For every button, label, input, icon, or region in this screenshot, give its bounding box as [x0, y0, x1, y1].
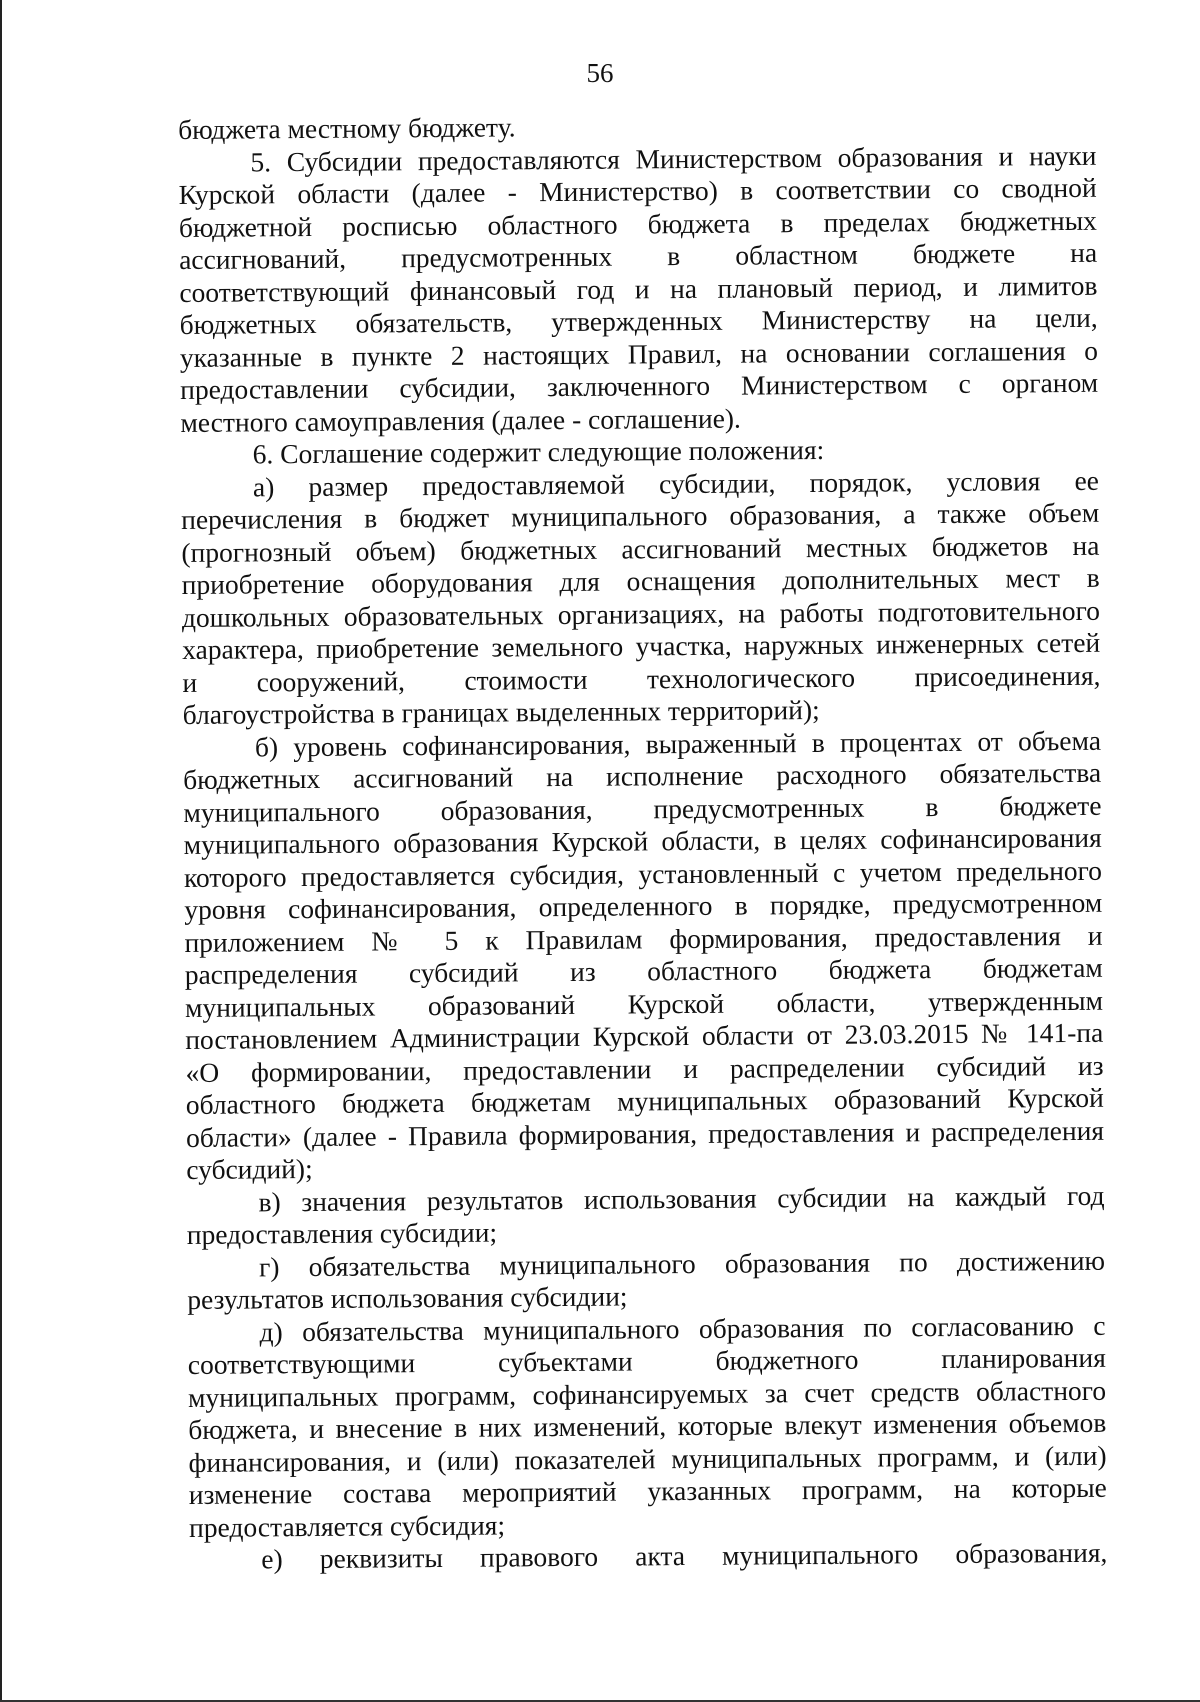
- paragraph-subitem-e: [189, 1537, 1107, 1577]
- document-body: [178, 107, 1107, 1577]
- text-line: а) размер предоставляемой субсидии, порядок, условия ее: [252, 464, 1100, 502]
- text-line: муниципальных образований Курской области, утвержденным: [184, 984, 1104, 1023]
- paragraph-subitem-a: [181, 464, 1101, 731]
- paragraph-item-5: [178, 139, 1098, 439]
- text-line: предоставления субсидии;: [186, 1216, 498, 1250]
- text-line: изменение состава мероприятий указанных программ, на которые: [188, 1471, 1107, 1510]
- text-line: указанные в пункте 2 настоящих Правил, на основании соглашения о: [179, 334, 1099, 373]
- text-line: «О формировании, предоставлении и распределении субсидий из: [185, 1049, 1104, 1088]
- paragraph-subitem-g: [187, 1244, 1105, 1316]
- text-line: 5. Субсидии предоставляются Министерством образования и науки: [250, 139, 1097, 177]
- text-line: и сооружений, стоимости технологического присоединения,: [182, 659, 1101, 698]
- text-line: муниципальных программ, софинансируемых за счет средств областного: [187, 1374, 1107, 1413]
- text-line: предоставлении субсидии, заключенного Министерством с органом: [180, 366, 1099, 405]
- page-number: 56: [586, 58, 614, 88]
- text-line: бюджетной росписью областного бюджета в пределах бюджетных: [178, 204, 1097, 243]
- text-line: б) уровень софинансирования, выраженный в процентах от объема: [254, 724, 1102, 762]
- text-line: муниципального образования, предусмотренных в бюджете: [183, 789, 1102, 828]
- text-line: перечисления в бюджет муниципального образования, а также объем: [181, 496, 1100, 535]
- text-line: в) значения результатов использования субсидии на каждый год: [258, 1179, 1105, 1217]
- text-line: бюджета, и внесение в них изменений, которые влекут изменения объемов: [188, 1406, 1107, 1445]
- text-line: уровня софинансирования, определенного в порядке, предусмотренном: [184, 886, 1103, 925]
- text-line: характера, приобретение земельного участка, наружных инженерных сетей: [182, 626, 1101, 665]
- scan-edge-left: [0, 0, 2, 1702]
- text-line: 6. Соглашение содержит следующие положения:: [252, 433, 825, 470]
- text-line: предоставляется субсидия;: [188, 1508, 506, 1543]
- text-line: которого предоставляется субсидия, установленный с учетом предельного: [183, 854, 1103, 893]
- text-line: ассигнований, предусмотренных в областном бюджете на: [179, 236, 1098, 275]
- text-line: приобретение оборудования для оснащения дополнительных мест в: [181, 561, 1100, 600]
- text-line: местного самоуправления (далее - соглашение).: [180, 402, 741, 438]
- text-line: областного бюджета бюджетам муниципальных образований Курской: [185, 1081, 1104, 1120]
- text-line: результатов использования субсидии;: [187, 1280, 628, 1315]
- text-line: области» (далее - Правила формирования, предоставления и распределения: [185, 1114, 1105, 1153]
- paragraph-subitem-v: [186, 1179, 1104, 1251]
- text-line: (прогнозный объем) бюджетных ассигнований местных бюджетов на: [181, 529, 1100, 568]
- text-line: дошкольных образовательных организациях, на работы подготовительного: [181, 594, 1101, 633]
- text-line: благоустройства в границах выделенных территорий);: [182, 693, 820, 730]
- paragraph-subitem-b: [183, 724, 1105, 1186]
- text-line: бюджетных ассигнований на исполнение расходного обязательства: [183, 756, 1102, 795]
- text-line: муниципального образования Курской области, в целях софинансирования: [183, 821, 1102, 860]
- text-line: соответствующими субъектами бюджетного планирования: [187, 1341, 1106, 1380]
- text-line: г) обязательства муниципального образования по достижению: [258, 1244, 1106, 1282]
- text-line: постановлением Администрации Курской области от 23.03.2015 № 141-па: [185, 1016, 1104, 1055]
- text-line: приложением № 5 к Правилам формирования, предоставления и: [184, 919, 1103, 958]
- text-line: е) реквизиты правового акта муниципального образования,: [261, 1536, 1108, 1575]
- text-line: финансирования, и (или) показателей муниципальных программ, и (или): [188, 1439, 1107, 1478]
- text-line: бюджета местному бюджету.: [178, 111, 516, 145]
- text-line: Курской области (далее - Министерство) в соответствии со сводной: [178, 171, 1097, 210]
- paragraph-subitem-d: [187, 1309, 1107, 1544]
- text-line: д) обязательства муниципального образования по согласованию с: [259, 1309, 1106, 1347]
- text-line: распределения субсидий из областного бюджета бюджетам: [184, 951, 1103, 990]
- text-line: субсидий);: [186, 1152, 313, 1185]
- text-line: соответствующий финансовый год и на плановый период, и лимитов: [179, 269, 1098, 308]
- text-line: бюджетных обязательств, утвержденных Министерству на цели,: [179, 301, 1098, 340]
